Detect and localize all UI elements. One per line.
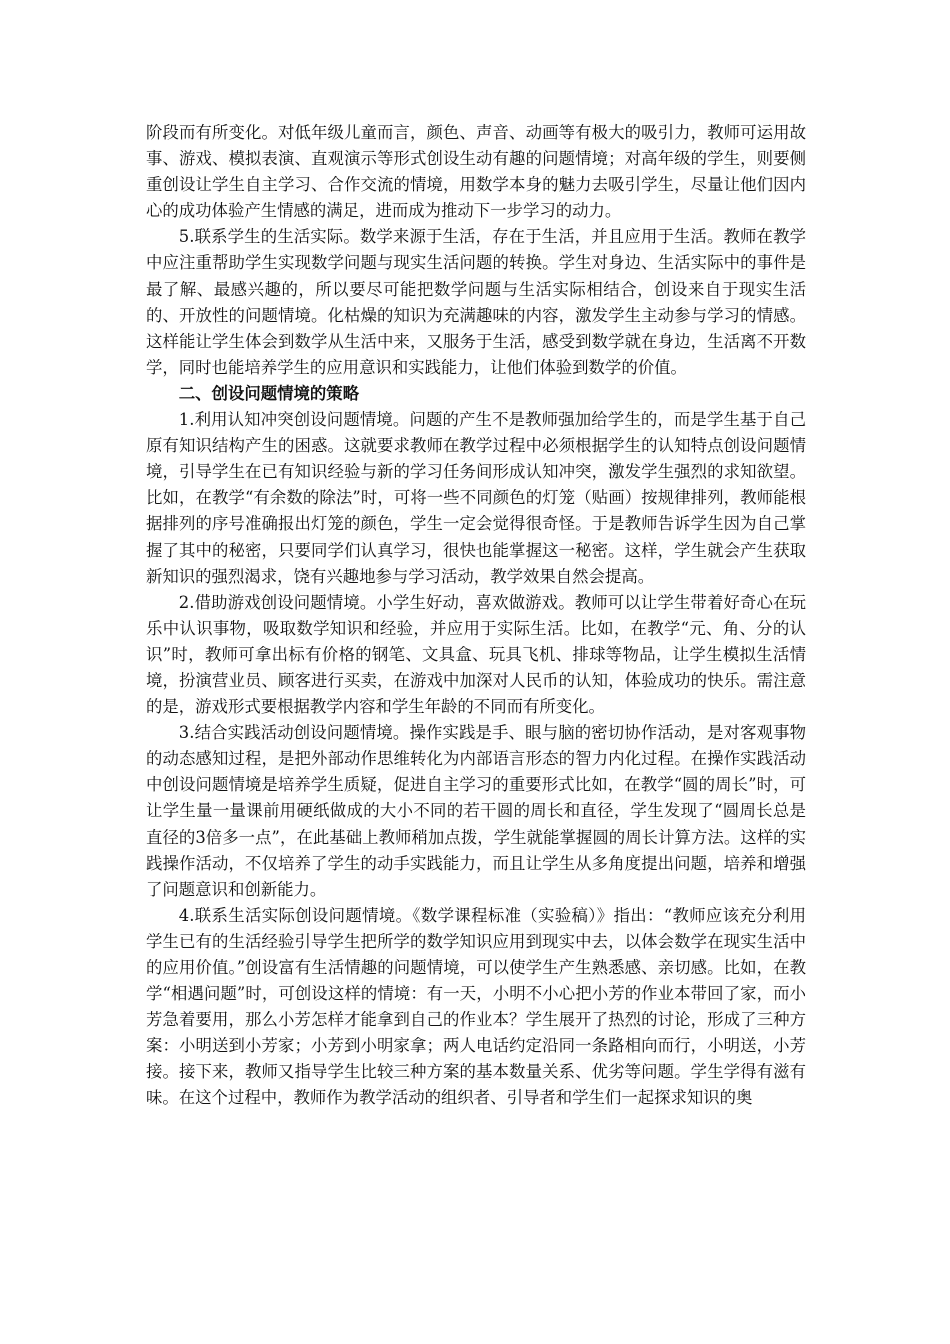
paragraph-strategy-3: 3.结合实践活动创设问题情境。操作实践是手、眼与脑的密切协作活动，是对客观事物的动态感知过程，是把外部动作思维转化为内部语言形态的智力内化过程。在操作实践活动中创设问题情境是培养学生质疑，促进自主学习的重要形式比如，在教学“圆的周长”时，可让学生量一量课前用硬纸做成的大小不同的若干圆的周长和直径，学生发现了“圆周长总是直径的3倍多一点”，在此基础上教师稍加点拨，学生就能掌握圆的周长计算方法。这样的实践操作活动，不仅培养了学生的动手实践能力，而且让学生从多角度提出问题，培养和增强了问题意识和创新能力。 xyxy=(146,723,806,899)
section-heading: 二、创设问题情境的策略 xyxy=(178,383,360,403)
paragraph-continuation: 阶段而有所变化。对低年级儿童而言，颜色、声音、动画等有极大的吸引力，教师可运用故事、游戏、模拟表演、直观演示等形式创设生动有趣的问题情境；对高年级的学生，则要侧重创设让学生自主学习、合作交流的情境，用数学本身的魅力去吸引学生，尽量让他们因内心的成功体验产生情感的满足，进而成为推动下一步学习的动力。 xyxy=(146,123,806,221)
paragraph-strategy-2: 2.借助游戏创设问题情境。小学生好动，喜欢做游戏。教师可以让学生带着好奇心在玩乐中认识事物，吸取数学知识和经验，并应用于实际生活。比如，在教学“元、角、分的认识”时，教师可拿出标有价格的钢笔、文具盒、玩具飞机、排球等物品，让学生模拟生活情境，扮演营业员、顾客进行买卖，在游戏中加深对人民币的认知，体验成功的快乐。需注意的是，游戏形式要根据教学内容和学生年龄的不同而有所变化。 xyxy=(146,592,806,717)
paragraph-item-5: 5.联系学生的生活实际。数学来源于生活，存在于生活，并且应用于生活。教师在教学中应注重帮助学生实现数学问题与现实生活问题的转换。学生对身边、生活实际中的事件是最了解、最感兴趣的，所以要尽可能把数学问题与生活实际相结合，创设来自于现实生活的、开放性的问题情境。化枯燥的知识为充满趣味的内容，激发学生主动参与学习的情感。这样能让学生体会到数学从生活中来，又服务于生活，感受到数学就在身边，生活离不开数学，同时也能培养学生的应用意识和实践能力，让他们体验到数学的价值。 xyxy=(146,227,806,377)
paragraph-strategy-4: 4.联系生活实际创设问题情境。《数学课程标准（实验稿）》指出：“教师应该充分利用学生已有的生活经验引导学生把所学的数学知识应用到现实中去，以体会数学在现实生活中的应用价值。”创设富有生活情趣的问题情境，可以使学生产生熟悉感、亲切感。比如，在教学“相遇问题”时，可创设这样的情境：有一天，小明不小心把小芳的作业本带回了家，而小芳急着要用，那么小芳怎样才能拿到自己的作业本？学生展开了热烈的讨论，形成了三种方案：小明送到小芳家；小芳到小明家拿；两人电话约定沿同一条路相向而行，小明送，小芳接。接下来，教师又指导学生比较三种方案的基本数量关系、优劣等问题。学生学得有滋有味。在这个过程中，教师作为教学活动的组织者、引导者和学生们一起探求知识的奥 xyxy=(146,905,806,1108)
document-page xyxy=(146,120,806,1112)
paragraph-strategy-1: 1.利用认知冲突创设问题情境。问题的产生不是教师强加给学生的，而是学生基于自己原有知识结构产生的困惑。这就要求教师在教学过程中必须根据学生的认知特点创设问题情境，引导学生在已有知识经验与新的学习任务间形成认知冲突，激发学生强烈的求知欲望。比如，在教学“有余数的除法”时，可将一些不同颜色的灯笼（贴画）按规律排列，教师能根据排列的序号准确报出灯笼的颜色，学生一定会觉得很奇怪。于是教师告诉学生因为自己掌握了其中的秘密，只要同学们认真学习，很快也能掌握这一秘密。这样，学生就会产生获取新知识的强烈渴求，饶有兴趣地参与学习活动，教学效果自然会提高。 xyxy=(146,410,806,586)
